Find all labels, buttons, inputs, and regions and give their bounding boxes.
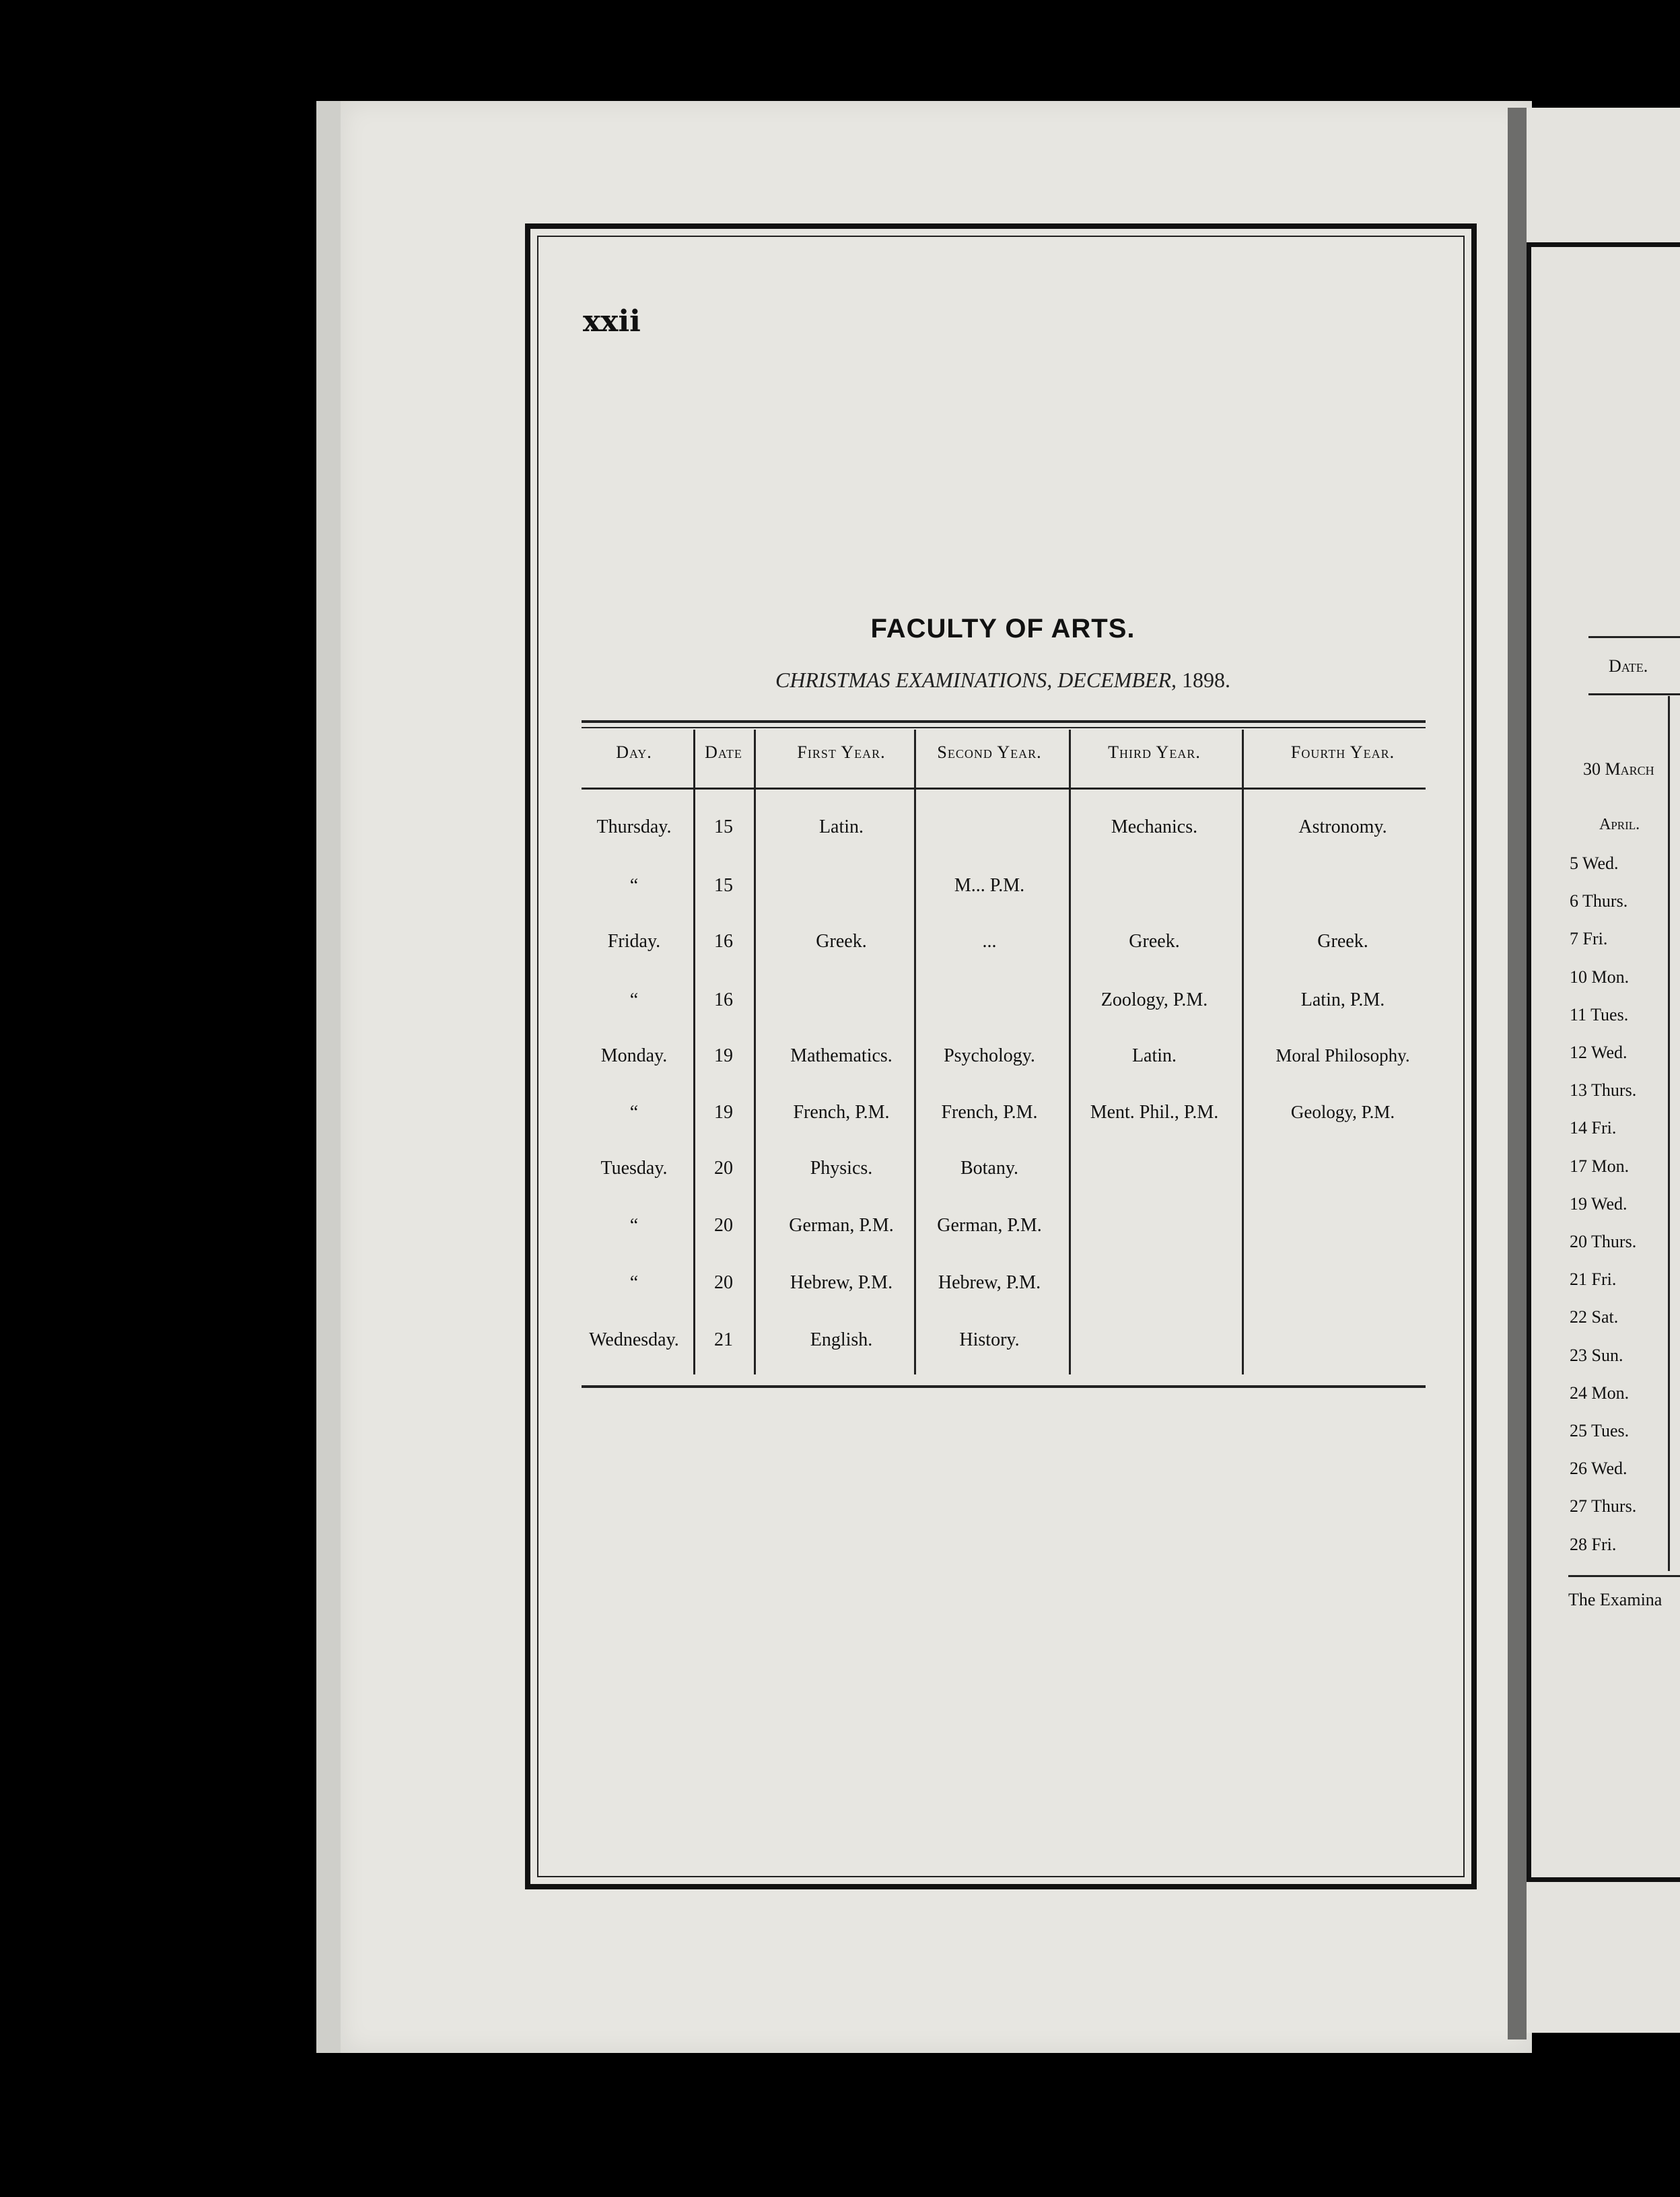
table-cell: 20 [714, 1215, 733, 1236]
column-divider [693, 730, 695, 1374]
table-rule [582, 788, 1426, 790]
table-cell: Moral Philosophy. [1275, 1045, 1410, 1066]
table-cell: Physics. [810, 1158, 873, 1179]
table-cell: Latin. [818, 816, 864, 837]
table-cell: French, P.M. [941, 1102, 1038, 1123]
right-date-entry: 17 Mon. [1570, 1156, 1630, 1176]
table-cell: 15 [714, 875, 733, 896]
page-title: FACULTY OF ARTS. [870, 614, 1135, 643]
right-date-entry: 10 Mon. [1570, 967, 1630, 987]
table-cell: 20 [714, 1272, 733, 1293]
table-cell: Psychology. [944, 1045, 1035, 1066]
table-cell: Latin. [1131, 1045, 1177, 1066]
right-footer-note: The Examina [1568, 1590, 1663, 1609]
column-header: Day. [616, 742, 652, 762]
table-cell: “ [629, 875, 639, 896]
right-date-entry: 25 Tues. [1570, 1421, 1630, 1440]
table-cell: Astronomy. [1298, 816, 1387, 837]
table-cell: 19 [714, 1045, 733, 1066]
table-cell: Friday. [607, 931, 661, 952]
table-cell: Latin, P.M. [1300, 989, 1385, 1010]
right-date-entry: 14 Fri. [1570, 1118, 1617, 1138]
table-cell: M... P.M. [954, 875, 1025, 896]
column-header: Date [705, 742, 742, 762]
table-cell: “ [629, 1272, 639, 1293]
table-cell: 21 [714, 1329, 733, 1350]
book-gutter [1508, 108, 1527, 2039]
table-cell: Mechanics. [1111, 816, 1198, 837]
column-header: Fourth Year. [1290, 742, 1395, 762]
table-cell: Tuesday. [600, 1158, 668, 1179]
table-rule [582, 1385, 1426, 1388]
table-cell: German, P.M. [789, 1215, 894, 1236]
right-date-entry: 23 Sun. [1570, 1345, 1623, 1365]
table-rule [582, 720, 1426, 723]
right-first-entry: 30 March [1583, 759, 1654, 779]
table-cell: English. [810, 1329, 873, 1350]
column-header: First Year. [797, 742, 886, 762]
right-date-entry: 19 Wed. [1570, 1193, 1628, 1214]
table-cell: 16 [714, 931, 733, 952]
right-date-entry: 24 Mon. [1570, 1383, 1630, 1403]
table-cell: Botany. [960, 1158, 1019, 1179]
right-date-entry: 21 Fri. [1570, 1269, 1617, 1290]
table-cell: Greek. [1317, 931, 1368, 952]
table-cell: Zoology, P.M. [1100, 989, 1208, 1010]
table-cell: Geology, P.M. [1290, 1102, 1395, 1122]
right-date-entry: 5 Wed. [1570, 853, 1619, 873]
table-cell: Monday. [600, 1045, 668, 1066]
right-date-entry: 6 Thurs. [1570, 891, 1628, 911]
right-date-entry: 20 Thurs. [1570, 1232, 1637, 1251]
table-cell: 16 [714, 989, 733, 1010]
right-date-header: Date. [1609, 656, 1648, 676]
table-cell: History. [959, 1329, 1020, 1350]
table-cell: ... [982, 931, 997, 952]
page-subtitle [606, 668, 1400, 693]
right-date-entry: 26 Wed. [1570, 1459, 1628, 1479]
table-cell: 19 [714, 1102, 733, 1123]
subtitle-main: CHRISTMAS EXAMINATIONS, DECEMBER, [775, 668, 1177, 692]
table-cell: “ [629, 989, 639, 1010]
table-cell: Ment. Phil., P.M. [1090, 1102, 1219, 1123]
right-date-entry: 12 Wed. [1570, 1043, 1628, 1062]
right-header-rule [1588, 693, 1680, 695]
column-divider [754, 730, 756, 1374]
page-number: xxii [583, 304, 641, 339]
right-column-divider [1668, 696, 1670, 1571]
table-cell: Hebrew, P.M. [790, 1272, 893, 1293]
right-date-entry: 28 Fri. [1570, 1534, 1617, 1554]
table-rule [582, 727, 1426, 728]
table-cell: French, P.M. [793, 1102, 890, 1123]
subtitle-year: 1898. [1182, 668, 1231, 692]
table-cell: Hebrew, P.M. [938, 1272, 1041, 1293]
column-header: Third Year. [1108, 742, 1201, 762]
right-date-entry: 7 Fri. [1570, 929, 1608, 949]
table-cell: 20 [714, 1158, 733, 1179]
right-header-rule [1568, 1575, 1680, 1577]
table-cell: Mathematics. [790, 1045, 893, 1066]
table-cell: Greek. [1129, 931, 1180, 952]
table-cell: “ [629, 1102, 639, 1123]
right-date-entry: 27 Thurs. [1570, 1496, 1637, 1516]
table-cell: “ [629, 1215, 639, 1236]
right-date-entry: 13 Thurs. [1570, 1080, 1637, 1101]
table-cell: German, P.M. [937, 1215, 1042, 1236]
table-cell: Thursday. [596, 816, 672, 837]
table-cell: Greek. [816, 931, 867, 952]
right-header-rule [1588, 636, 1680, 638]
right-date-entry: 22 Sat. [1570, 1307, 1619, 1327]
right-date-entry: 11 Tues. [1570, 1004, 1629, 1024]
right-month: April. [1599, 816, 1640, 833]
table-cell: 15 [714, 816, 733, 837]
table-cell: Wednesday. [589, 1329, 679, 1350]
column-header: Second Year. [937, 742, 1042, 762]
